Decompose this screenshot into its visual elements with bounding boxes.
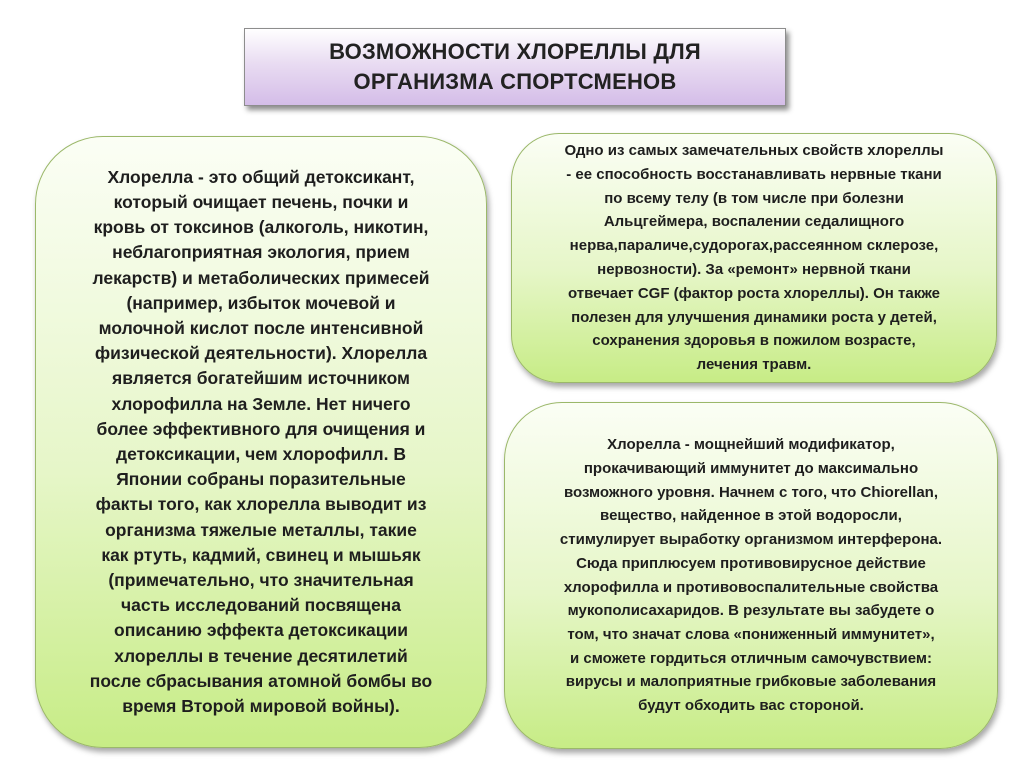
nerve-tissue-info-card <box>511 133 997 383</box>
nerve-tissue-info-text: Одно из самых замечательных свойств хлореллы - ее способность восстанавливать нервные ткани по всему телу (в том числе при болезни Альцгеймера, воспалении седалищного нерва,параличе,судорогах,рассеянном склерозе, нервозности). За «ремонт» нервной ткани отвечает CGF (фактор роста хлореллы). Он также полезен для улучшения динамики роста у детей, сохранения здоровья в пожилом возрасте, лечения травм. <box>564 142 944 374</box>
slide-title-box <box>244 28 786 106</box>
slide-title: ВОЗМОЖНОСТИ ХЛОРЕЛЛЫ ДЛЯ ОРГАНИЗМА СПОРТСМЕНОВ <box>329 39 701 94</box>
detox-info-card <box>35 136 487 748</box>
detox-info-text: Хлорелла - это общий детоксикант, который очищает печень, почки и кровь от токсинов (алкоголь, никотин, неблагоприятная экология, прием лекарств) и метаболических примесей (например, избыток мочевой и молочной кислот после интенсивной физической деятельности). Хлорелла является богатейшим источником хлорофилла на Земле. Нет ничего более эффективного для очищения и детоксикации, чем хлорофилл. В Японии собраны поразительные факты того, как хлорелла выводит из организма тяжелые металлы, такие как ртуть, кадмий, свинец и мышьяк (примечательно, что значительная часть исследований посвящена описанию эффекта детоксикации хлореллы в течение десятилетий после сбрасывания атомной бомбы во время Второй мировой войны). <box>89 166 433 717</box>
immunity-info-text: Хлорелла - мощнейший модификатор, прокачивающий иммунитет до максимально возможного уровня. Начнем с того, что Chiorellan, вещество, найденное в этой водоросли, стимулирует выработку организмом интерферона. Сюда приплюсуем противовирусное действие хлорофилла и противовоспалительные свойства мукополисахаридов. В результате вы забудете о том, что значат слова «пониженный иммунитет», и сможете гордиться отличным самочувствием: вирусы и малоприятные грибковые заболевания будут обходить вас стороной. <box>559 436 943 715</box>
immunity-info-card <box>504 402 998 749</box>
